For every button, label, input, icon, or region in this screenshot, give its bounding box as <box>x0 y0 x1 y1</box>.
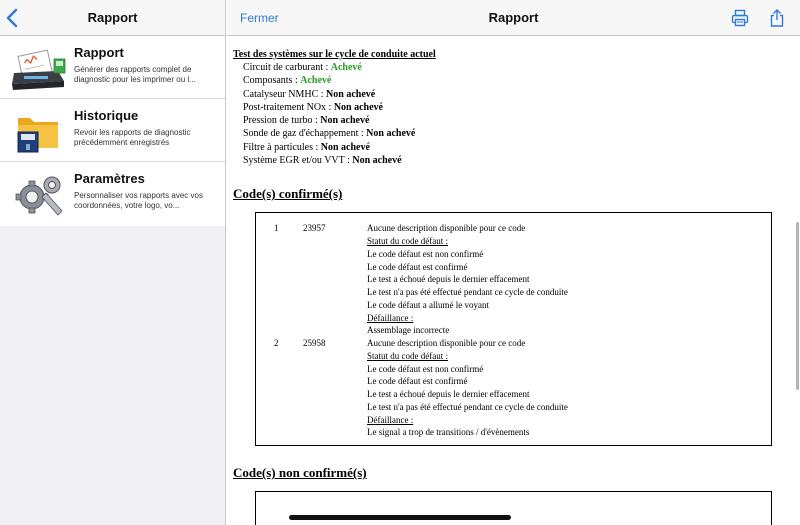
code-entry <box>256 222 771 337</box>
status-value: Non achevé <box>352 155 402 167</box>
share-button[interactable] <box>768 9 786 27</box>
code-entry <box>256 337 771 439</box>
status-value: Non achevé <box>333 101 383 113</box>
system-row: Système EGR et/ou VVT : Non achevé <box>243 155 402 167</box>
status-line: Le code défaut est confirmé <box>367 261 468 272</box>
status-heading: Statut du code défaut : <box>367 236 448 247</box>
status-line: Le test a échoué depuis le dernier effacement <box>367 274 530 285</box>
system-row: Catalyseur NMHC : Non achevé <box>243 88 376 100</box>
status-line: Le code défaut est confirmé <box>367 376 468 387</box>
status-line: Le test n'a pas été effectué pendant ce cycle de conduite <box>367 401 568 412</box>
sidebar <box>0 0 226 525</box>
status-value: Non achevé <box>326 88 376 100</box>
code-details <box>367 337 771 439</box>
systems-title: Test des systèmes sur le cycle de conduite actuel <box>233 49 436 60</box>
report-printer-icon <box>10 45 68 91</box>
folder-history-icon <box>10 108 68 154</box>
sidebar-item-title: Historique <box>74 108 139 123</box>
report-panel <box>227 0 800 525</box>
status-line: Le code défaut est non confirmé <box>367 248 484 259</box>
status-line: Le test n'a pas été effectué pendant ce cycle de conduite <box>367 287 568 298</box>
print-button[interactable] <box>731 9 749 27</box>
status-value: Achevé <box>330 62 362 73</box>
code-number: 2 <box>274 338 279 349</box>
code-number: 1 <box>274 223 279 234</box>
code-details <box>367 222 771 337</box>
status-line: Le code défaut a allumé le voyant <box>367 299 489 310</box>
failure-text: Le signal a trop de transitions / d'évènements <box>367 427 530 438</box>
sidebar-item-historique[interactable] <box>0 99 225 162</box>
failure-heading: Défaillance : <box>367 312 414 323</box>
system-row: Sonde de gaz d'échappement : Non achevé <box>243 128 416 140</box>
page-title: Rapport <box>488 10 539 25</box>
report-header <box>227 0 800 36</box>
sidebar-item-title: Rapport <box>74 45 124 60</box>
share-icon <box>768 9 786 27</box>
report-document <box>233 48 793 525</box>
sidebar-item-desc: Générer des rapports complet de diagnostic pour les imprimer ou l... <box>74 65 196 84</box>
status-value: Non achevé <box>320 141 370 153</box>
printer-icon <box>731 9 749 27</box>
code-description: Aucune description disponible pour ce code <box>367 338 526 349</box>
failure-heading: Défaillance : <box>367 414 414 425</box>
systems-list <box>243 61 793 167</box>
confirmed-codes-table <box>255 212 772 446</box>
sidebar-item-parametres[interactable] <box>0 162 225 226</box>
sidebar-header <box>0 0 225 36</box>
system-row: Filtre à particules : Non achevé <box>243 141 370 153</box>
gears-icon <box>10 171 68 217</box>
sidebar-title: Rapport <box>87 10 138 25</box>
scrollbar[interactable] <box>796 222 799 390</box>
failure-text: Assemblage incorrecte <box>367 325 450 336</box>
system-row: Circuit de carburant : Achevé <box>243 62 362 73</box>
sidebar-item-desc: Revoir les rapports de diagnostic précédemment enregistrés <box>74 128 191 147</box>
code-value: 23957 <box>303 223 326 234</box>
system-row: Composants : Achevé <box>243 75 332 87</box>
status-heading: Statut du code défaut : <box>367 350 448 361</box>
code-description: Aucune description disponible pour ce code <box>367 223 526 234</box>
system-row: Pression de turbo : Non achevé <box>243 115 370 127</box>
sidebar-menu <box>0 36 225 226</box>
code-value: 25958 <box>303 338 326 349</box>
status-value: Non achevé <box>366 128 416 140</box>
confirmed-codes-title: Code(s) confirmé(s) <box>233 186 343 202</box>
sidebar-item-title: Paramètres <box>74 171 145 186</box>
system-row: Post-traitement NOx : Non achevé <box>243 101 383 113</box>
status-value: Non achevé <box>320 115 370 127</box>
status-line: Le code défaut est non confirmé <box>367 363 484 374</box>
sidebar-item-rapport[interactable] <box>0 36 225 99</box>
home-indicator[interactable] <box>289 515 511 520</box>
status-line: Le test a échoué depuis le dernier effacement <box>367 389 530 400</box>
status-value: Achevé <box>300 75 332 87</box>
close-button[interactable]: Fermer <box>240 11 279 25</box>
unconfirmed-codes-title: Code(s) non confirmé(s) <box>233 465 367 481</box>
sidebar-item-desc: Personnaliser vos rapports avec vos coordonnées, votre logo, vo... <box>74 191 203 210</box>
